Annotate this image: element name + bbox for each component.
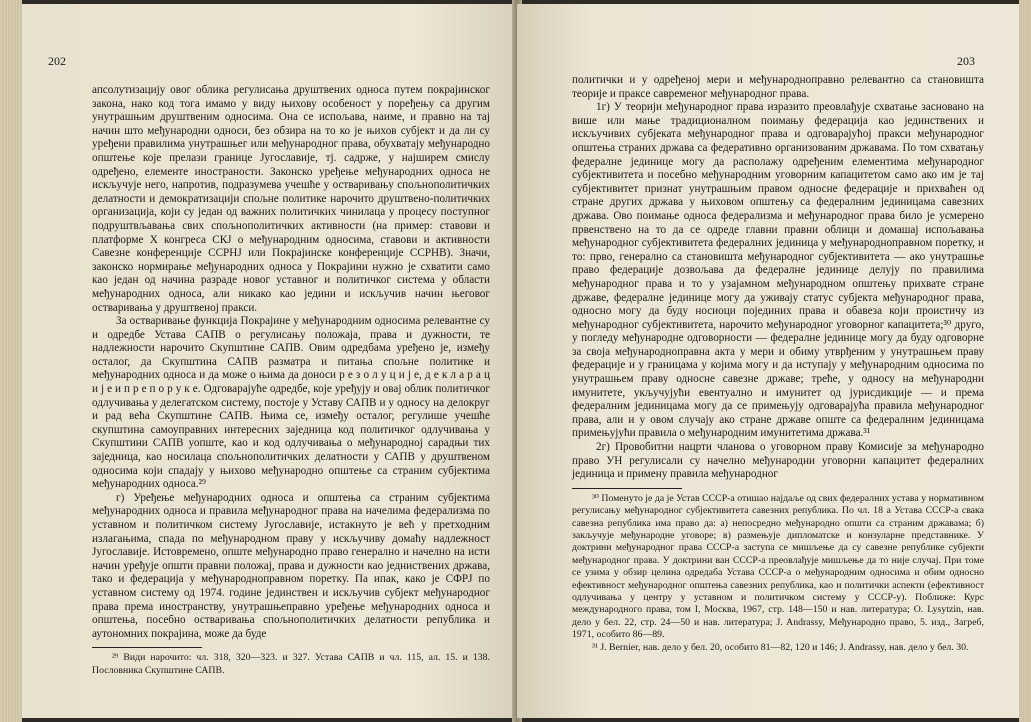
- left-page: [22, 4, 516, 718]
- page-edges-right: [1019, 0, 1031, 722]
- footnote: ³⁰ Поменуто је да је Устав СССР-а отишао најдаље од свих федералних устава у нормативном регулисању међународног субјективитета савезних република. По чл. 18 а Устава СССР-а свака савезна република има право да: а) непосредно међународно општи са страним државама; б) закључује међународне уговоре; в) размењује дипломатске и конзуларне представнике. У доктрини међународног права СССР-а заступа се мишљење да су савезне републике субјекти међународног права. У доктрини ван СССР-а преовлађује мишљење да то није случај. При томе се узима у обзир целина одредаба Устава СССР-а о међународним односима и обим односно ефективност међународног општења савезних република, као и политички аспекти (ефективност одлучивања у центру у уставном и политичком систему у СССР-у). Поближе: Курс международного права, том I, Москва, 1967, стр. 148—150 и нав. литература; O. Lysytzin, нав. дело у бел. 22, стр. 24—50 и нав. литература; J. Andrassy, Међународно право, 5. изд., Загреб, 1971, особито 86—89.: [572, 492, 984, 641]
- paragraph: За остваривање функција Покрајине у међународним односима релевантне су и одредбе Устава САПВ о регулисању положаја, права и дужности, те надлежности нарочито Скупштине САПВ. Овим одредбама уређено је, између осталог, да Скупштина САПВ разматра и питања спољне политике и међународних односа и да може о њима да доноси р е з о л у ц и ј е, д е к л а р а ц и ј е и п р е п о р у к е. Одговарајуће одредбе, које уређују и овај облик политичког одлучивања у делегатском систему, постоје у Уставу САПВ и у односу на делокруг и рад већа Скупштине САПВ. Њима се, између осталог, регулише учешће скупштина самоуправних интересних заједница код политичког одлучивања у Скупштини САПВ уопште, као и код одлучивања о међународној сарадњи тих заједница, као носилаца спољнополитичких делатности у САПВ у друштвеном односима који спадају у њихово међународно општење са страним субјектима међународних односа.²⁹: [92, 315, 490, 491]
- right-page: [517, 4, 1019, 718]
- page-edges-left: [0, 0, 22, 722]
- paragraph: г) Уређење међународних односа и општења са страним субјектима међународних односа и правила међународног права на начелима федерализма по уставном и политичком систему Југославије, истакнуто је већ у претходним излагањима, спада по међународном праву у искључиву домаћу надлежност Југославије. Истовремено, опште међународно право генерално и начелно на исти начин уређује општи правни положај, права и дужности као једниствених држава, тако и федерација у међународноправном поретку. Па ипак, како је СФРЈ по уставном систему од 1974. године јединствен и искључив субјект међународног права према иностранству, унутрашњеправно уређење међународних односа и општења, посебно остваривања спољнополитичких делатности република и аутономних покрајина, може да буде: [92, 491, 490, 640]
- footnote: ³¹ J. Bernier, нав. дело у бел. 20, особито 81—82, 120 и 146; J. Andrassy, нав. дело у бел. 30.: [592, 641, 969, 653]
- paragraph: 1г) У теорији међународног права изразито преовлађује схватање засновано на више или мање традиционалном поимању федерација као јединствених и искључивих субјеката међународног права и одговарајућој пракси међународног општења страних држава са федеративно организованим државама. По том схватању федералне јединице могу да располажу одређеним елементима међународног субјективитета и посебно међународним уговорним капацитетом само ако им је тај субјективитет признат унутрашњим правом односне федерације и прихваћен од стране других држава у њиховом општењу са федералним јединицама савезних држава. Ово поимање односа федерализма и међународног права било је усмерено првенствено на то да се одреде главни правни облици и домашај испољавања међународног субјективитета федералних јединица у међународноправном поретку, и то: прво, генерално са становишта међународног субјективитета — ако унутрашње право федерације дозвољава да федералне јединице делују по правилима међународног права и то у узајамном међународном општењу прихвате стране државе, федералне јединице могу да уживају статус субјекта међународног права, односно могу да буду носиоци појединих права и обавеза који проистичу из међународног субјективитета, нарочито међународног уговорног капацитета;³⁰ друго, у погледу међународне одговорности — федералне јединице могу да буду одговорне за своја међународноправна акта у мери и обиму утврђеним у унутрашњем праву федерације и у границама у којима могу и да иступају у међународним односима по унутрашњем праву односне савезне државе; треће, у односу на међународни имунитете, укључујући евентуално и имунитет од јурисдикције — и према федералним јединицама могу да се примењују одговарајућа правила међународног права, али и у овом случају ако стране државе опште са федералним јединицама примењујући правила о међународним имунитетима држава.³¹: [572, 101, 984, 440]
- footnote-rule: [92, 647, 202, 648]
- paragraph: апсолутизацију овог облика регулисања друштвених односа путем покрајинског закона, нако код тога имамо у виду њихову особеност у поређењу са другим унутрашњим друштвеним односима. Она се испољава, наиме, и правно на тај начин што међународни односи, без обзира на то ко је њихов субјект и да ли су уређени правилима унутрашњег или међународног права, обухватају међународно општење које прелази границе Југославије, тј. садрже, у најширем смислу одређено, елементе иностраности. Законско уређење међународних односа не искључује него, напротив, подразумева учешће у остваривању спољнополитичких делатности и демократизацији спољне политике нарочито друштвено-политичких организација, који су један од важних политичких чинилаца у процесу поступног подруштвљавања свих спољнополитичких активности (на пример: ставови и платформе X конгреса СКЈ о међународним односима, ставови и активности Савезне конференције ССРНЈ или Покрајинске конференције ССРНВ). Значи, законско нормирање међународних односа у Покрајини нужно је схватити само као један од начина разраде новог уставног и политичког система у области међународних односа, али никако као једини и искључив начин његовог остваривања у друштвеној пракси.: [92, 84, 490, 314]
- paragraph: 2г) Провобитни нацрти чланова о уговорном праву Комисије за међународно право УН регулисали су начелно међународни уговорни капацитет федералних јединица и примену правила међународног: [572, 441, 984, 481]
- paragraph: политички и у одређеној мери и међународноправно релевантно са становишта теорије и праксе савременог међународног права.: [572, 74, 984, 100]
- footnote-rule: [572, 488, 682, 489]
- page-body: [572, 74, 984, 654]
- page-number: 203: [957, 54, 975, 68]
- footnote: ²⁹ Види нарочито: чл. 318, 320—323. и 327. Устава САПВ и чл. 115, ал. 15. и 138. Пословника Скупштине САПВ.: [92, 652, 490, 676]
- page-number: 202: [48, 54, 66, 68]
- page-body: [92, 84, 490, 677]
- footnotes: [92, 652, 490, 677]
- footnotes: [572, 493, 984, 654]
